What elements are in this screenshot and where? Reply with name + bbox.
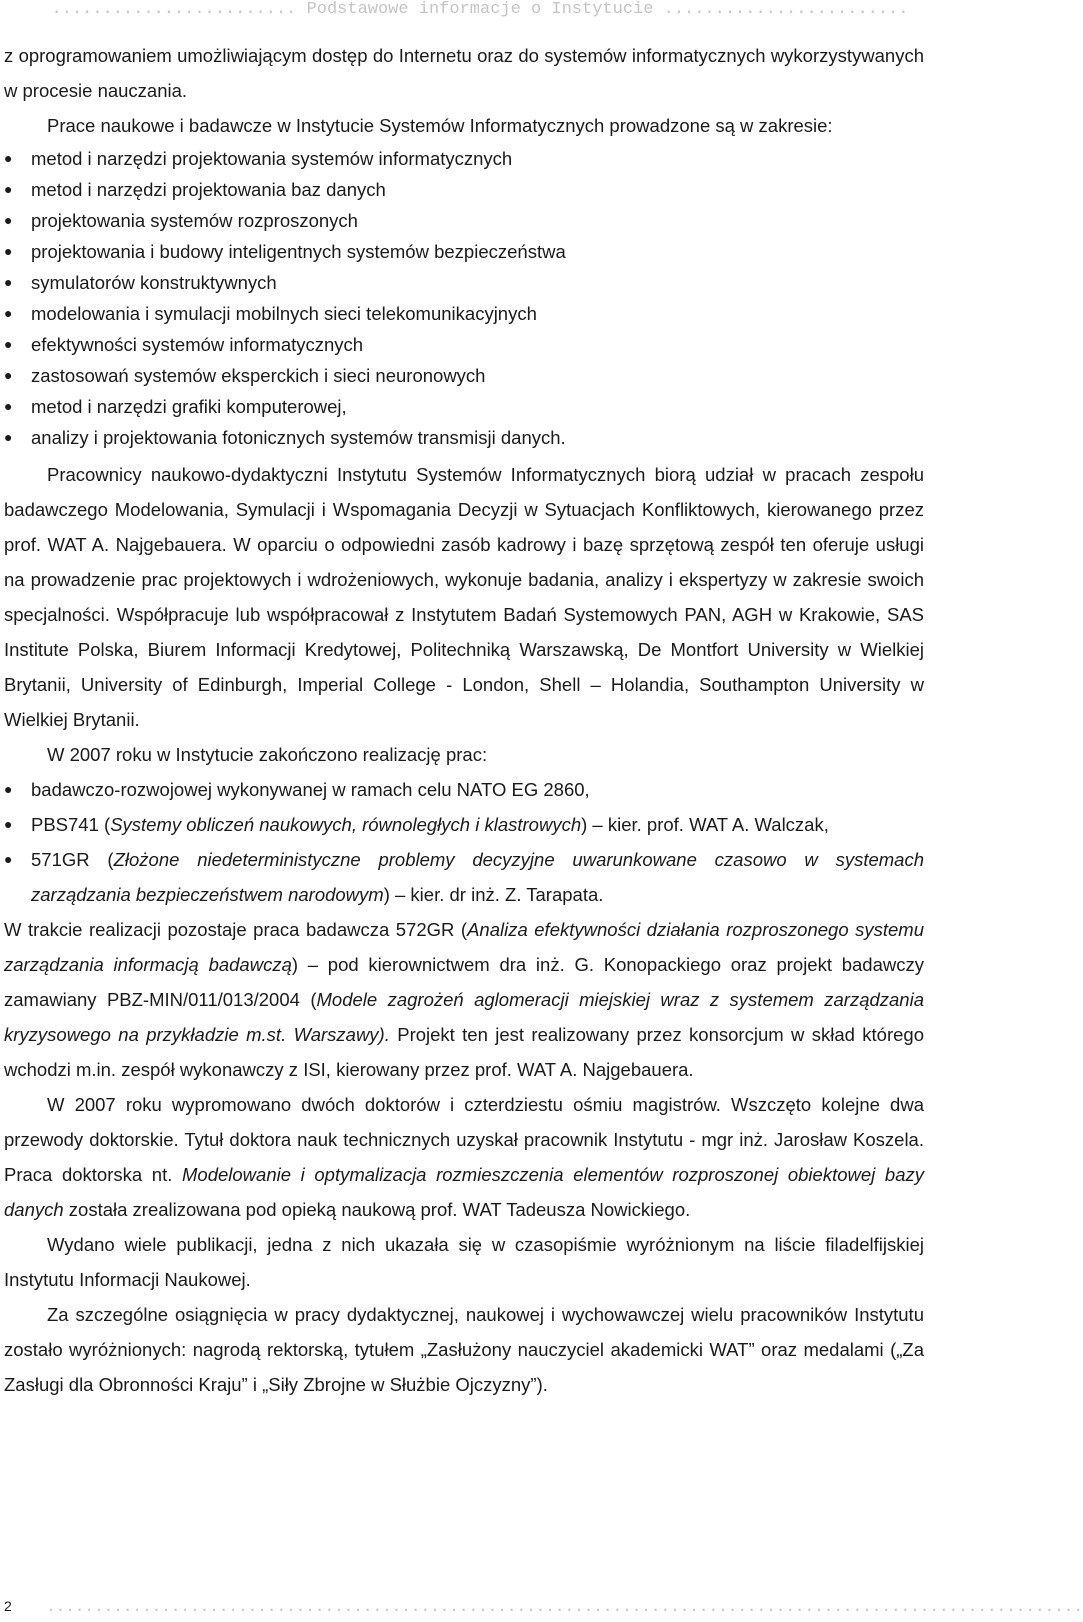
- footer-dots: ............................................................................................................: [46, 1598, 1083, 1616]
- bullet-icon: ●: [4, 150, 13, 166]
- bullet-icon: ●: [4, 243, 13, 259]
- paragraph-ongoing-research: W trakcie realizacji pozostaje praca badawcza 572GR (Analiza efektywności działania rozproszonego systemu zarządzania informacją badawczą) – pod kierownictwem dra inż. G. Konopackiego oraz projekt badawczy zamawiany PBZ-MIN/011/013/2004 (Modele zagrożeń aglomeracji miejskiej wraz z systemem zarządzania kryzysowego na przykładzie m.st. Warszawy). Projekt ten jest realizowany przez konsorcjum w skład którego wchodzi m.in. zespół wykonawczy z ISI, kierowany przez prof. WAT A. Najgebauera.: [4, 919, 924, 1080]
- paragraph-publications: Wydano wiele publikacji, jedna z nich ukazała się w czasopiśmie wyróżnionym na liście filadelfijskiej Instytutu Informacji Naukowej.: [4, 1234, 924, 1290]
- paragraph-cooperation: Pracownicy naukowo-dydaktyczni Instytutu Systemów Informatycznych biorą udział w pracach zespołu badawczego Modelowania, Symulacji i Wspomagania Decyzji w Sytuacjach Konfliktowych, kierowanego przez prof. WAT A. Najgebauera. W oparciu o odpowiedni zasób kadrowy i bazę sprzętową zespół ten oferuje usługi na prowadzenie prac projektowych i wdrożeniowych, wykonuje badania, analizy i ekspertyzy w zakresie swoich specjalności. Współpracuje lub współpracował z Instytutem Badań Systemowych PAN, AGH w Krakowie, SAS Institute Polska, Biurem Informacji Kredytowej, Politechniką Warszawską, De Montfort University w Wielkiej Brytanii, University of Edinburgh, Imperial College - London, Shell – Holandia, Southampton University w Wielkiej Brytanii.: [4, 464, 924, 730]
- list-item: ● analizy i projektowania fotonicznych systemów transmisji danych.: [4, 422, 924, 453]
- bullet-icon: ●: [4, 181, 13, 197]
- page-footer: [0, 1598, 1083, 1618]
- list-item: ● metod i narzędzi projektowania baz danych: [4, 174, 924, 205]
- list-item: ● metod i narzędzi projektowania systemów informatycznych: [4, 143, 924, 174]
- list-item: ● badawczo-rozwojowej wykonywanej w ramach celu NATO EG 2860,: [4, 772, 924, 807]
- running-header: [0, 0, 960, 24]
- completed-works-list: [4, 772, 924, 912]
- bullet-icon: ●: [4, 367, 13, 383]
- paragraph-research-scope: Prace naukowe i badawcze w Instytucie Systemów Informatycznych prowadzone są w zakresie:: [47, 115, 833, 136]
- paragraph-completed-works-intro: W 2007 roku w Instytucie zakończono realizację prac:: [47, 744, 488, 765]
- list-item: ● symulatorów konstruktywnych: [4, 267, 924, 298]
- list-item: ● modelowania i symulacji mobilnych sieci telekomunikacyjnych: [4, 298, 924, 329]
- bullet-icon: ●: [4, 781, 13, 797]
- page-number: 2: [4, 1598, 12, 1614]
- page-content: [4, 38, 924, 1402]
- bullet-icon: ●: [4, 212, 13, 228]
- list-item: ● projektowania i budowy inteligentnych systemów bezpieczeństwa: [4, 236, 924, 267]
- list-item: ● metod i narzędzi grafiki komputerowej,: [4, 391, 924, 422]
- header-title: Podstawowe informacje o Instytucie: [306, 0, 654, 19]
- list-item: ● 571GR (Złożone niedeterministyczne problemy decyzyjne uwarunkowane czasowo w systemach zarządzania bezpieczeństwem narodowym) – kier. dr inż. Z. Tarapata.: [4, 842, 924, 912]
- list-item: ● projektowania systemów rozproszonych: [4, 205, 924, 236]
- paragraph-promotions: W 2007 roku wypromowano dwóch doktorów i czterdziestu ośmiu magistrów. Wszczęto kolejne dwa przewody doktorskie. Tytuł doktora nauk technicznych uzyskał pracownik Instytutu - mgr inż. Jarosław Koszela. Praca doktorska nt. Modelowanie i optymalizacja rozmieszczenia elementów rozproszonej obiektowej bazy danych została zrealizowana pod opieką naukową prof. WAT Tadeusza Nowickiego.: [4, 1094, 924, 1220]
- bullet-icon: ●: [4, 851, 13, 867]
- bullet-icon: ●: [4, 398, 13, 414]
- list-item: ● PBS741 (Systemy obliczeń naukowych, równoległych i klastrowych) – kier. prof. WAT A. Walczak,: [4, 807, 924, 842]
- bullet-icon: ●: [4, 274, 13, 290]
- bullet-icon: ●: [4, 336, 13, 352]
- header-dots-right: ........................: [653, 0, 909, 19]
- bullet-icon: ●: [4, 816, 13, 832]
- bullet-icon: ●: [4, 305, 13, 321]
- list-item: ● zastosowań systemów eksperckich i sieci neuronowych: [4, 360, 924, 391]
- header-dots-left: ........................: [51, 0, 307, 19]
- research-list: [4, 143, 924, 453]
- paragraph-intro: z oprogramowaniem umożliwiającym dostęp do Internetu oraz do systemów informatycznych wykorzystywanych w procesie nauczania.: [4, 45, 924, 101]
- list-item: ● efektywności systemów informatycznych: [4, 329, 924, 360]
- paragraph-awards: Za szczególne osiągnięcia w pracy dydaktycznej, naukowej i wychowawczej wielu pracowników Instytutu zostało wyróżnionych: nagrodą rektorską, tytułem „Zasłużony nauczyciel akademicki WAT” oraz medalami („Za Zasługi dla Obronności Kraju” i „Siły Zbrojne w Służbie Ojczyzny”).: [4, 1304, 924, 1395]
- bullet-icon: ●: [4, 429, 13, 445]
